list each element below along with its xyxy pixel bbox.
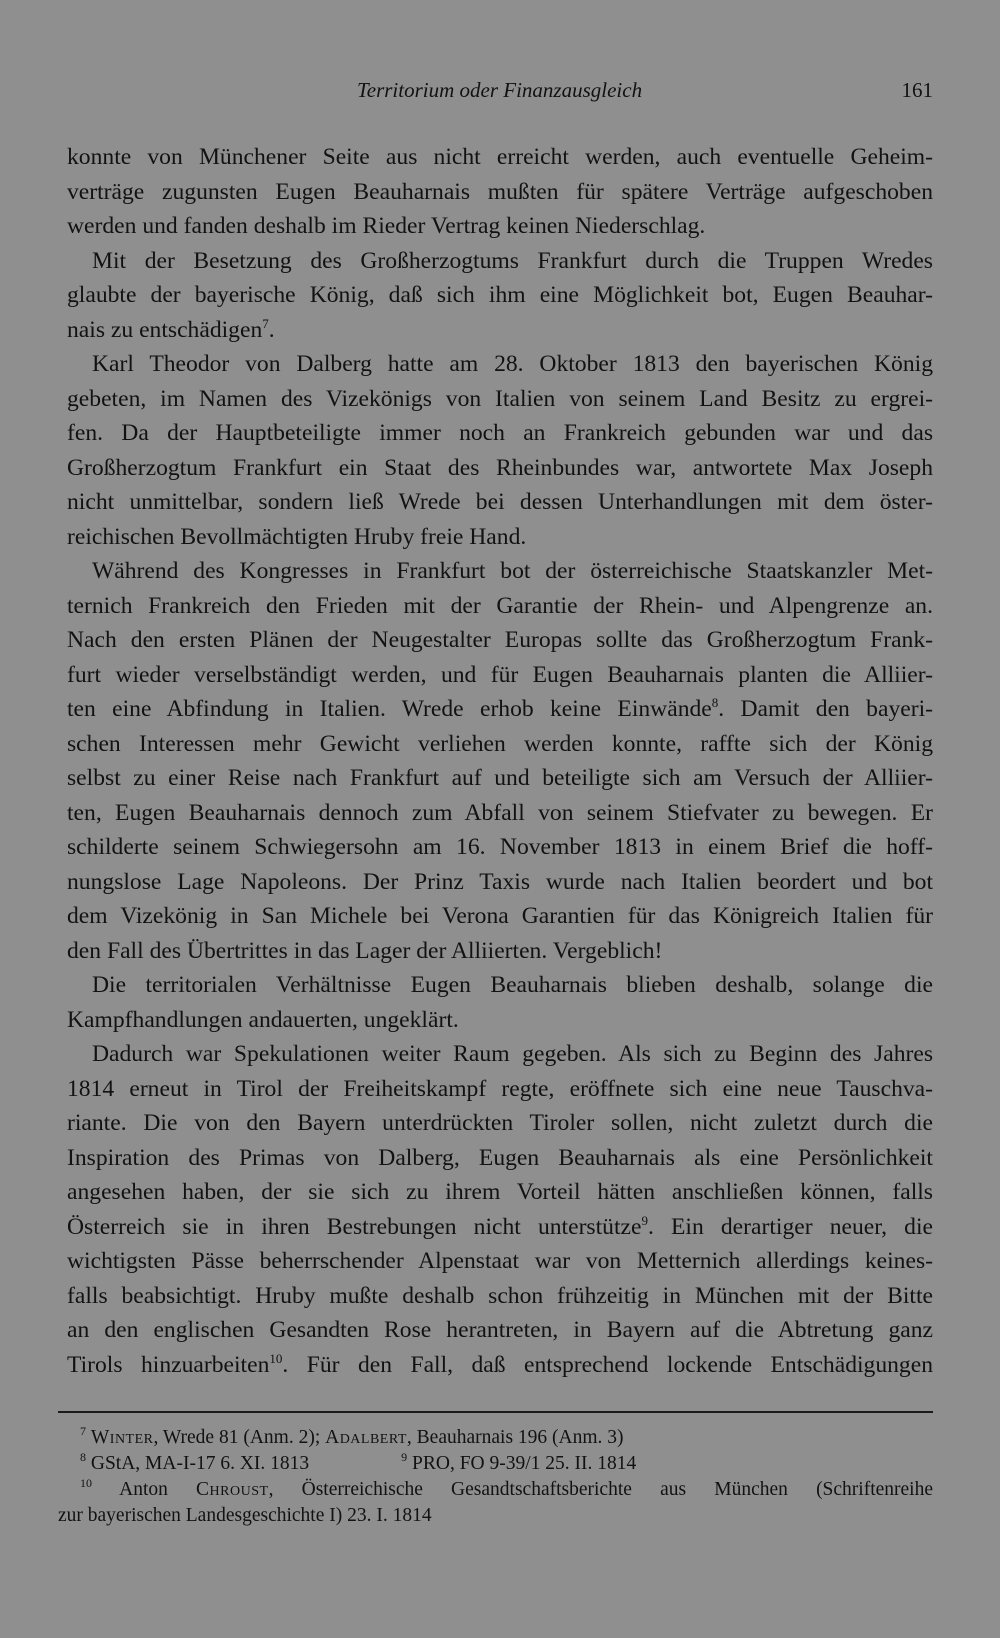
text-fragment: . [647,1213,654,1240]
text-fragment: nais zu entschädigen [67,316,263,343]
text-line: Großherzogtum Frankfurt ein Staat des Rheinbundes war, antwortete Max Joseph [67,454,933,481]
text-line: nicht unmittelbar, sondern ließ Wrede bei dessen Unterhandlungen mit dem öster- [67,489,933,515]
text-line: schen Interessen mehr Gewicht verliehen werden konnte, raffte sich der König [67,730,933,757]
body-text [67,140,933,1382]
text-line [67,1348,933,1383]
text-fragment: Damit den bayeri- [740,696,933,722]
text-line: Die territorialen Verhältnisse Eugen Beauharnais blieben deshalb, solange die [92,972,933,998]
text-line: wichtigsten Pässe beherrschender Alpenstaat war von Metternich allerdings keines- [67,1248,933,1274]
footnote-ref-10[interactable]: 10 [269,1350,283,1366]
text-line: 1814 erneut in Tirol der Freiheitskampf regte, eröffnete sich eine neue Tauschva- [67,1075,933,1102]
text-line: selbst zu einer Reise nach Frankfurt auf und beteiligte sich am Versuch der Alliier- [67,765,933,791]
footnote-ref-8[interactable]: 8 [711,695,719,710]
text-line: konnte von Münchener Seite aus nicht erreicht werden, auch eventuelle Geheim- [67,144,933,170]
running-head [67,78,933,108]
text-line: glaubte der bayerische König, daß sich ihm eine Möglichkeit bot, Eugen Beauhar- [67,282,933,308]
text-fragment: Tirols hinzuarbeiten [67,1351,270,1378]
text-line: werden und fanden deshalb im Rieder Vertrag keinen Niederschlag. [67,213,706,239]
text-line: Während des Kongresses in Frankfurt bot der österreichische Staatskanzler Met- [92,558,933,584]
footnote-10-continued: zur bayerischen Landesgeschichte I) 23. I. 1814 [58,1505,432,1526]
text-fragment: . [282,1351,289,1378]
text-line: nungslose Lage Napoleons. Der Prinz Taxis wurde nach Italien beordert und bot [67,868,933,895]
footnotes [58,1425,933,1529]
text-fragment: Für den Fall, daß entsprechend lockende Entschädigungen [306,1351,934,1378]
text-fragment: Ein derartiger neuer, die [671,1213,933,1240]
author-name: Winter [90,1427,154,1448]
text-fragment: Österreich sie in ihren Bestrebungen nicht unterstütze [67,1213,642,1240]
text-line: angesehen haben, der sie sich zu ihrem Vorteil hätten anschließen können, falls [67,1179,933,1205]
text-line [67,1210,933,1245]
text-line: den Fall des Übertrittes in das Lager der Alliierten. Vergeblich! [67,937,663,964]
footnote-text: , Beauharnais 196 (Anm. 3) [406,1427,624,1448]
text-line: reichischen Bevollmächtigten Hruby freie Hand. [67,523,527,550]
text-line: riante. Die von den Bayern unterdrückten Tiroler sollen, nicht zuletzt durch die [67,1110,933,1136]
text-fragment: . [718,696,725,722]
footnote-mark: 7 [80,1424,86,1438]
text-fragment: ten eine Abfindung in Italien. Wrede erhob keine Einwände [67,696,712,722]
text-line: falls beabsichtigt. Hruby mußte deshalb schon frühzeitig in München mit der Bitte [67,1282,933,1309]
text-line: Kampfhandlungen andauerten, ungeklärt. [67,1006,459,1033]
footnote-text: PRO, FO 9-39/1 25. II. 1814 [412,1453,637,1474]
text-line: schilderte seinem Schwiegersohn am 16. November 1813 in einem Brief die hoff- [67,834,933,860]
footnote-mark: 9 [401,1450,408,1464]
footnote-mark: 8 [80,1450,86,1464]
footnote-10 [58,1477,933,1503]
text-fragment: . [268,316,275,343]
footnote-text: GStA, MA-I-17 6. XI. 1813 [90,1453,310,1474]
text-line: ten, Eugen Beauharnais dennoch zum Abfall von seinem Stiefvater zu bewegen. Er [67,799,933,826]
footnote-mark: 10 [80,1476,92,1490]
author-name: Chroust [196,1479,269,1500]
footnote-divider [58,1411,933,1413]
text-line: Nach den ersten Plänen der Neugestalter Europas sollte das Großherzogtum Frank- [67,627,933,653]
running-title: Territorium oder Finanzausgleich [357,78,643,102]
text-line: Mit der Besetzung des Großherzogtums Frankfurt durch die Truppen Wredes [92,247,933,274]
footnote-text: Anton [119,1479,197,1500]
page-number: 161 [901,78,933,102]
author-name: Adalbert [325,1427,407,1448]
text-line [67,313,933,348]
footnote-ref-7[interactable]: 7 [262,315,269,331]
text-line: furt wieder verselbständigt werden, und für Eugen Beauharnais planten die Alliier- [67,661,933,688]
footnote-7 [58,1425,933,1451]
text-line: dem Vizekönig in San Michele bei Verona Garantien für das Königreich Italien für [67,903,933,929]
text-line: gebeten, im Namen des Vizekönigs von Italien von seinem Land Besitz zu ergrei- [67,385,933,412]
text-line: an den englischen Gesandten Rose herantreten, in Bayern auf die Abtretung ganz [67,1317,933,1343]
footnote-text: , Österreichische Gesandtschaftsberichte aus München (Schriftenreihe [268,1479,934,1500]
text-line: ternich Frankreich den Frieden mit der Garantie der Rhein- und Alpengrenze an. [67,592,933,619]
text-line: verträge zugunsten Eugen Beauharnais mußten für spätere Verträge aufgeschoben [67,178,933,205]
footnote-8-9 [58,1451,933,1477]
footnote-text: , Wrede 81 (Anm. 2); [153,1427,326,1448]
text-line [67,692,933,727]
text-line: fen. Da der Hauptbeteiligte immer noch an Frankreich gebunden war und das [67,420,933,446]
text-line: Karl Theodor von Dalberg hatte am 28. Oktober 1813 den bayerischen König [92,351,933,377]
text-line: Dadurch war Spekulationen weiter Raum gegeben. Als sich zu Beginn des Jahres [92,1041,933,1067]
footnote-ref-9[interactable]: 9 [641,1212,648,1228]
text-line: Inspiration des Primas von Dalberg, Eugen Beauharnais als eine Persönlichkeit [67,1144,933,1171]
